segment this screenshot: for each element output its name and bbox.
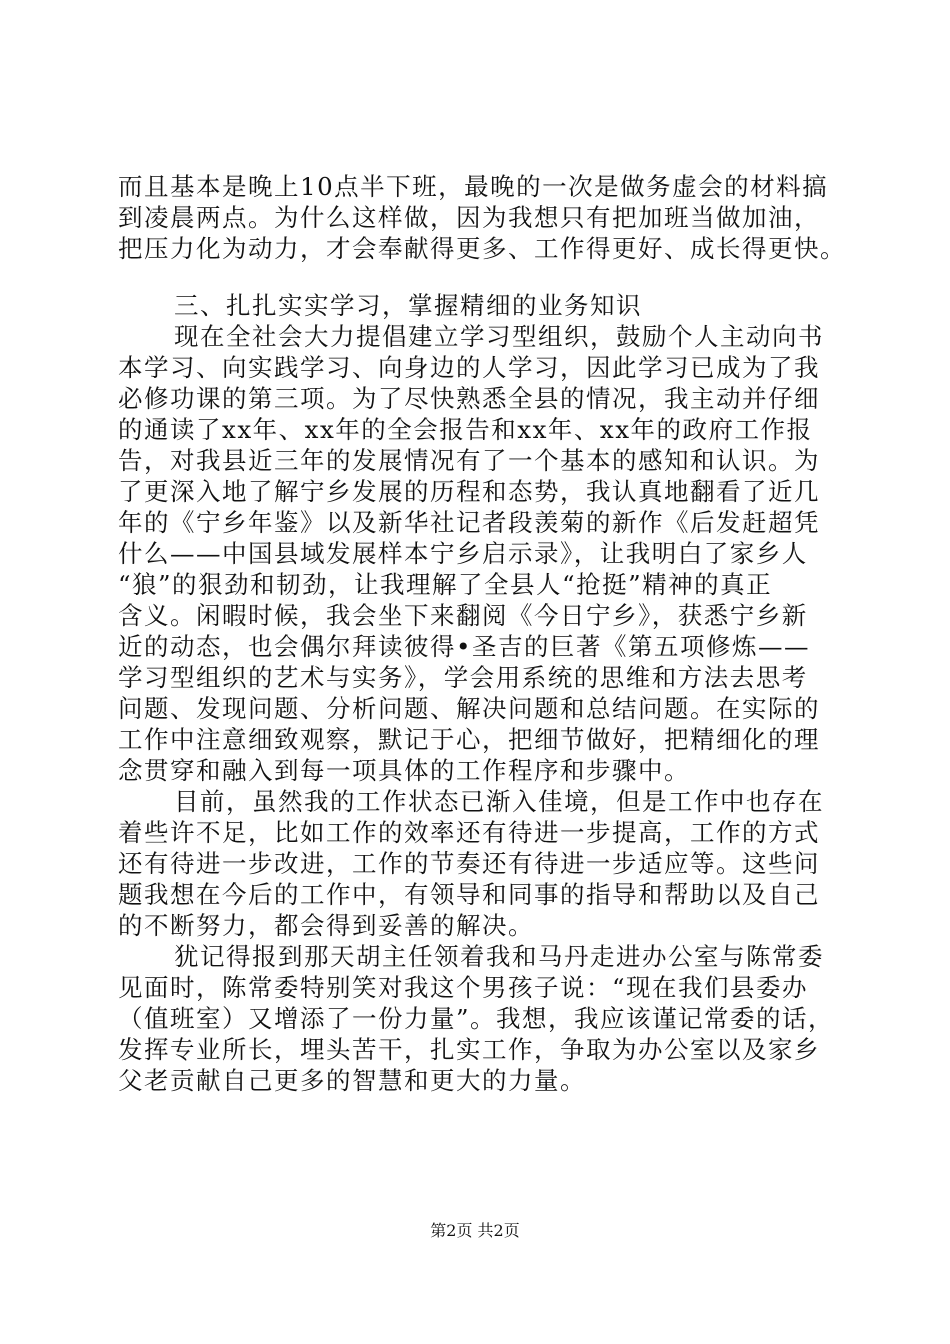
text-line: 到凌晨两点。为什么这样做，因为我想只有把加班当做加油， [118,203,820,232]
paragraph-continued [118,171,846,264]
text-line: 学习型组织的艺术与实务》，学会用系统的思维和方法去思考 [118,663,808,692]
text-line: 本学习、向实践学习、向身边的人学习，因此学习已成为了我 [118,353,820,382]
text-line: 现在全社会大力提倡建立学习型组织，鼓励个人主动向书 [174,322,824,351]
text-line: 把压力化为动力，才会奉献得更多、工作得更好、成长得更快。 [118,234,846,263]
text-line: 父老贡献自己更多的智慧和更大的力量。 [118,1066,586,1095]
paragraph-closing [118,941,838,1096]
text-line: 告，对我县近三年的发展情况有了一个基本的感知和认识。为 [118,446,820,475]
text-line: 什么——中国县域发展样本宁乡启示录》，让我明白了家乡人 [118,539,808,568]
text-line: 目前，虽然我的工作状态已渐入佳境，但是工作中也存在 [174,787,824,816]
text-line: 题我想在今后的工作中，有领导和同事的指导和帮助以及自己 [118,880,820,909]
text-line: 必修功课的第三项。为了尽快熟悉全县的情况，我主动并仔细 [118,384,820,413]
text-line: “狼”的狠劲和韧劲，让我理解了全县人“抢挺”精神的真正 [118,570,773,599]
section-heading: 三、扎扎实实学习，掌握精细的业务知识 [174,291,642,320]
text-line: 犹记得报到那天胡主任领着我和马丹走进办公室与陈常委 [174,942,824,971]
paragraph-current [118,786,838,941]
text-line: （值班室）又增添了一份力量”。我想，我应该谨记常委的话， [118,1004,835,1033]
text-line: 的不断努力，都会得到妥善的解决。 [118,911,534,940]
text-line: 还有待进一步改进，工作的节奏还有待进一步适应等。这些问 [118,849,820,878]
text-line: 念贯穿和融入到每一项具体的工作程序和步骤中。 [118,756,690,785]
text-line: 而且基本是晚上10点半下班，最晚的一次是做务虚会的材料搞 [118,172,829,201]
text-line: 近的动态，也会偶尔拜读彼得•圣吉的巨著《第五项修炼—— [118,632,810,661]
text-line: 年的《宁乡年鉴》以及新华社记者段羡菊的新作《后发赶超凭 [118,508,820,537]
text-line: 问题、发现问题、分析问题、解决问题和总结问题。在实际的 [118,694,820,723]
text-line: 发挥专业所长，埋头苦干，扎实工作，争取为办公室以及家乡 [118,1035,820,1064]
text-line: 见面时，陈常委特别笑对我这个男孩子说：“现在我们县委办 [118,973,809,1002]
paragraph-gap [118,264,838,290]
text-line: 含义。闲暇时候，我会坐下来翻阅《今日宁乡》，获悉宁乡新 [118,601,808,630]
page-footer: 第2页 共2页 [430,1221,520,1240]
text-line: 工作中注意细致观察，默记于心，把细节做好，把精细化的理 [118,725,820,754]
paragraph-study [118,321,838,786]
text-line: 的通读了xx年、xx年的全会报告和xx年、xx年的政府工作报 [118,415,813,444]
document-body [118,171,846,1096]
text-line: 着些许不足，比如工作的效率还有待进一步提高，工作的方式 [118,818,820,847]
text-line: 了更深入地了解宁乡发展的历程和态势，我认真地翻看了近几 [118,477,820,506]
